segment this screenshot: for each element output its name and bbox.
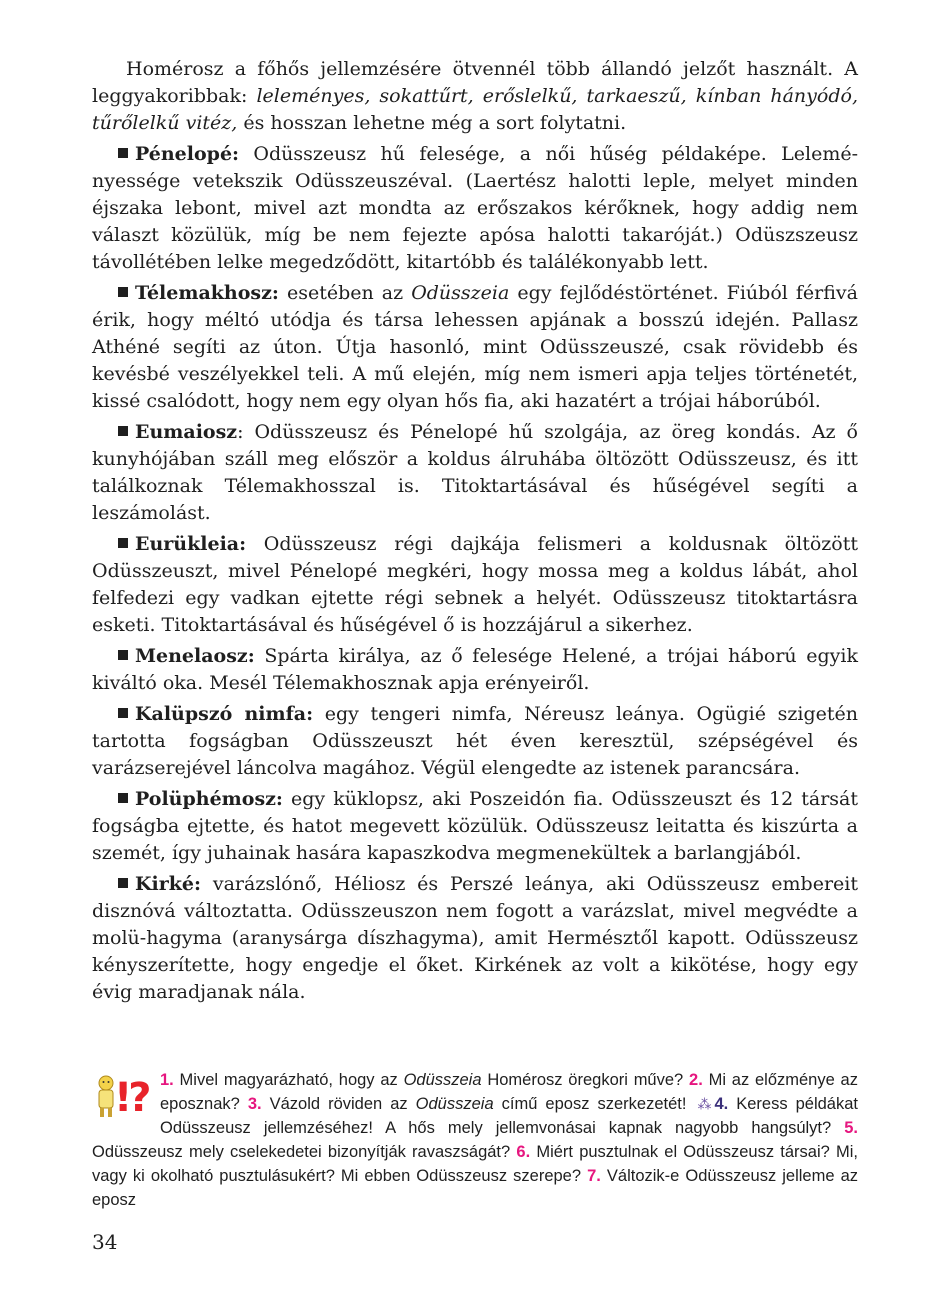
desc-eumaiosz: : Odüsszeusz és Pénelopé hű szolgája, az öreg kondás. Az ő kunyhójában száll meg először a koldus álruhába öltözött Odüsszeusz, és itt találkoznak Télemakhosszal is. Titoktartásával és hűségével segíti a leszámolást. [92,421,858,524]
desc-kirke: varázslónő, Héliosz és Perszé leánya, aki Odüsszeusz embereit disznóvá változtatta. Odüsszeuszon nem fogott a varázslat, mivel megvédte a molü-hagyma (aranysárga díszhagyma), amit Hermésztől kapott. Odüsszeusz kényszerítette, hogy engedje el őket. Kirkének az volt a kikötése, hogy egy évig maradjanak nála. [92,873,858,1003]
task-4: Keress példákat Odüsszeusz jellemzéséhez! A hős mely jellemvonásai kapnak nagyobb hangsúlyt? [160,1095,858,1137]
term-kirke: Kirké: [135,873,202,895]
paragraph-poluphemosz [92,786,858,867]
task-5: Odüsszeusz mely cselekedetei bizonyítják ravaszságát? [92,1143,517,1161]
task-number-5: 5. [844,1119,858,1137]
paragraph-eumaiosz [92,419,858,527]
task-3-a: Vázold röviden az [261,1095,416,1113]
paragraph-menelaosz [92,643,858,697]
epithets-list: leleményes, sokattűrt, erőslelkű, tarkaeszű, kínban hányódó, tűrőlelkű vitéz, [92,85,858,134]
task-1-a: Mivel magyarázható, hogy az [173,1071,404,1089]
desc-penelope: Odüsszeusz hű felesége, a női hűség példaképe. Leleményessége vetekszik Odüsszeuszéval. (Laertész halotti leple, melyet minden éjszaka lebont, mivel azt mondta az erőszakos kérőknek, hogy addig nem választ közülük, míg be nem fejezte apósa halotti takaróját.) Odüszszeusz távollétében lelke megedződött, kitartóbb és találékonyabb lett. [92,143,858,273]
paragraph-kirke [92,871,858,1006]
term-penelope: Pénelopé: [135,143,240,165]
intro-text: Homérosz a főhős jellemzésére ötvennél több állandó jelzőt használt. A leggyakoribbak: [92,58,858,107]
desc-telemakhosz-b: egy fejlődéstörténet. Fiúból férfivá érik, hogy méltó utódja és társa lehessen apjának a bosszú idején. Pallasz Athéné segíti az úton. Útja hasonló, mint Odüsszeuszé, csak rövidebb és kevésbé veszélyekkel teli. A mű elején, míg nem ismeri apja teljes történetét, kissé csalódott, hogy nem egy olyan hős fia, aki hazatért a trójai háborúból. [92,282,858,412]
bullet-square-icon [118,708,128,718]
desc-telemakhosz-a: esetében az [278,282,412,304]
bullet-square-icon [118,148,128,158]
task-2: Mi az előzménye az eposznak? [160,1071,858,1113]
task-number-2: 2. [689,1071,703,1089]
term-telemakhosz: Télemakhosz: [135,282,279,304]
group-work-icon: ⁂ [697,1096,712,1112]
desc-poluphemosz: egy küklopsz, aki Poszeidón fia. Odüsszeuszt és 12 társát fogságba ejtette, és hatot megevett közülük. Odüsszeusz leitatta és kiszúrta a szemét, így juhainak hasára kapaszkodva megmenekültek a barlangjából. [92,788,858,864]
paragraph-telemakhosz [92,280,858,415]
page-number: 34 [92,1230,118,1254]
paragraph-eurukleia [92,531,858,639]
bullet-square-icon [118,287,128,297]
bullet-square-icon [118,426,128,436]
task-number-6: 6. [516,1143,531,1161]
bullet-square-icon [118,878,128,888]
desc-kalupszo: egy tengeri nimfa, Néreusz leánya. Ogügié szigetén tartotta fogságban Odüsszeuszt hét éven keresztül, szépségével és varázserejével láncolva magához. Végül elengedte az istenek parancsára. [92,703,858,779]
question-exclamation-icon [92,1070,156,1130]
work-title: Odüsszeia [411,282,510,304]
task-3-b: című eposz szerkezetét! [493,1095,695,1113]
task-6: Miért pusztulnak el Odüsszeusz társai? Mi, vagy ki okolható pusztulásukért? Mi ebben Odüsszeusz szerepe? [92,1143,858,1185]
task-number-4: 4. [714,1095,729,1113]
term-eumaiosz: Eumaiosz [135,421,238,443]
paragraph-kalupszo [92,701,858,782]
paragraph-penelope [92,141,858,276]
intro-text-end: és hosszan lehetne még a sort folytatni. [237,112,627,134]
term-eurukleia: Eurükleia: [135,533,247,555]
task-number-1: 1. [160,1071,174,1089]
task-number-3: 3. [247,1095,262,1113]
bullet-square-icon [118,538,128,548]
task-3-work: Odüsszeia [415,1095,494,1113]
task-1-b: Homérosz öregkori műve? [481,1071,690,1089]
bullet-square-icon [118,650,128,660]
qmark-glyph: !? [114,1075,148,1121]
task-7: Változik-e Odüsszeusz jelleme az eposz [92,1167,858,1209]
term-poluphemosz: Polüphémosz: [135,788,283,810]
task-number-7: 7. [587,1167,601,1185]
task-box [92,1068,858,1212]
task-1-work: Odüsszeia [403,1071,482,1089]
bullet-square-icon [118,793,128,803]
desc-menelaosz: Spárta királya, az ő felesége Helené, a trójai háború egyik kiváltó oka. Mesél Télemakhosznak apja erényeiről. [92,645,858,694]
main-text [92,56,858,1209]
paragraph-intro [92,56,858,137]
term-kalupszo: Kalüpszó nimfa: [135,703,314,725]
desc-eurukleia: Odüsszeusz régi dajkája felismeri a koldusnak öltözött Odüsszeuszt, mivel Pénelopé megkéri, hogy mossa meg a koldus lábát, ahol felfedezi egy vadkan ejtette régi sebnek a helyét. Odüsszeusz titoktartásra esketi. Titoktartásával és hűségével ő is hozzájárul a sikerhez. [92,533,858,636]
term-menelaosz: Menelaosz: [135,645,255,667]
